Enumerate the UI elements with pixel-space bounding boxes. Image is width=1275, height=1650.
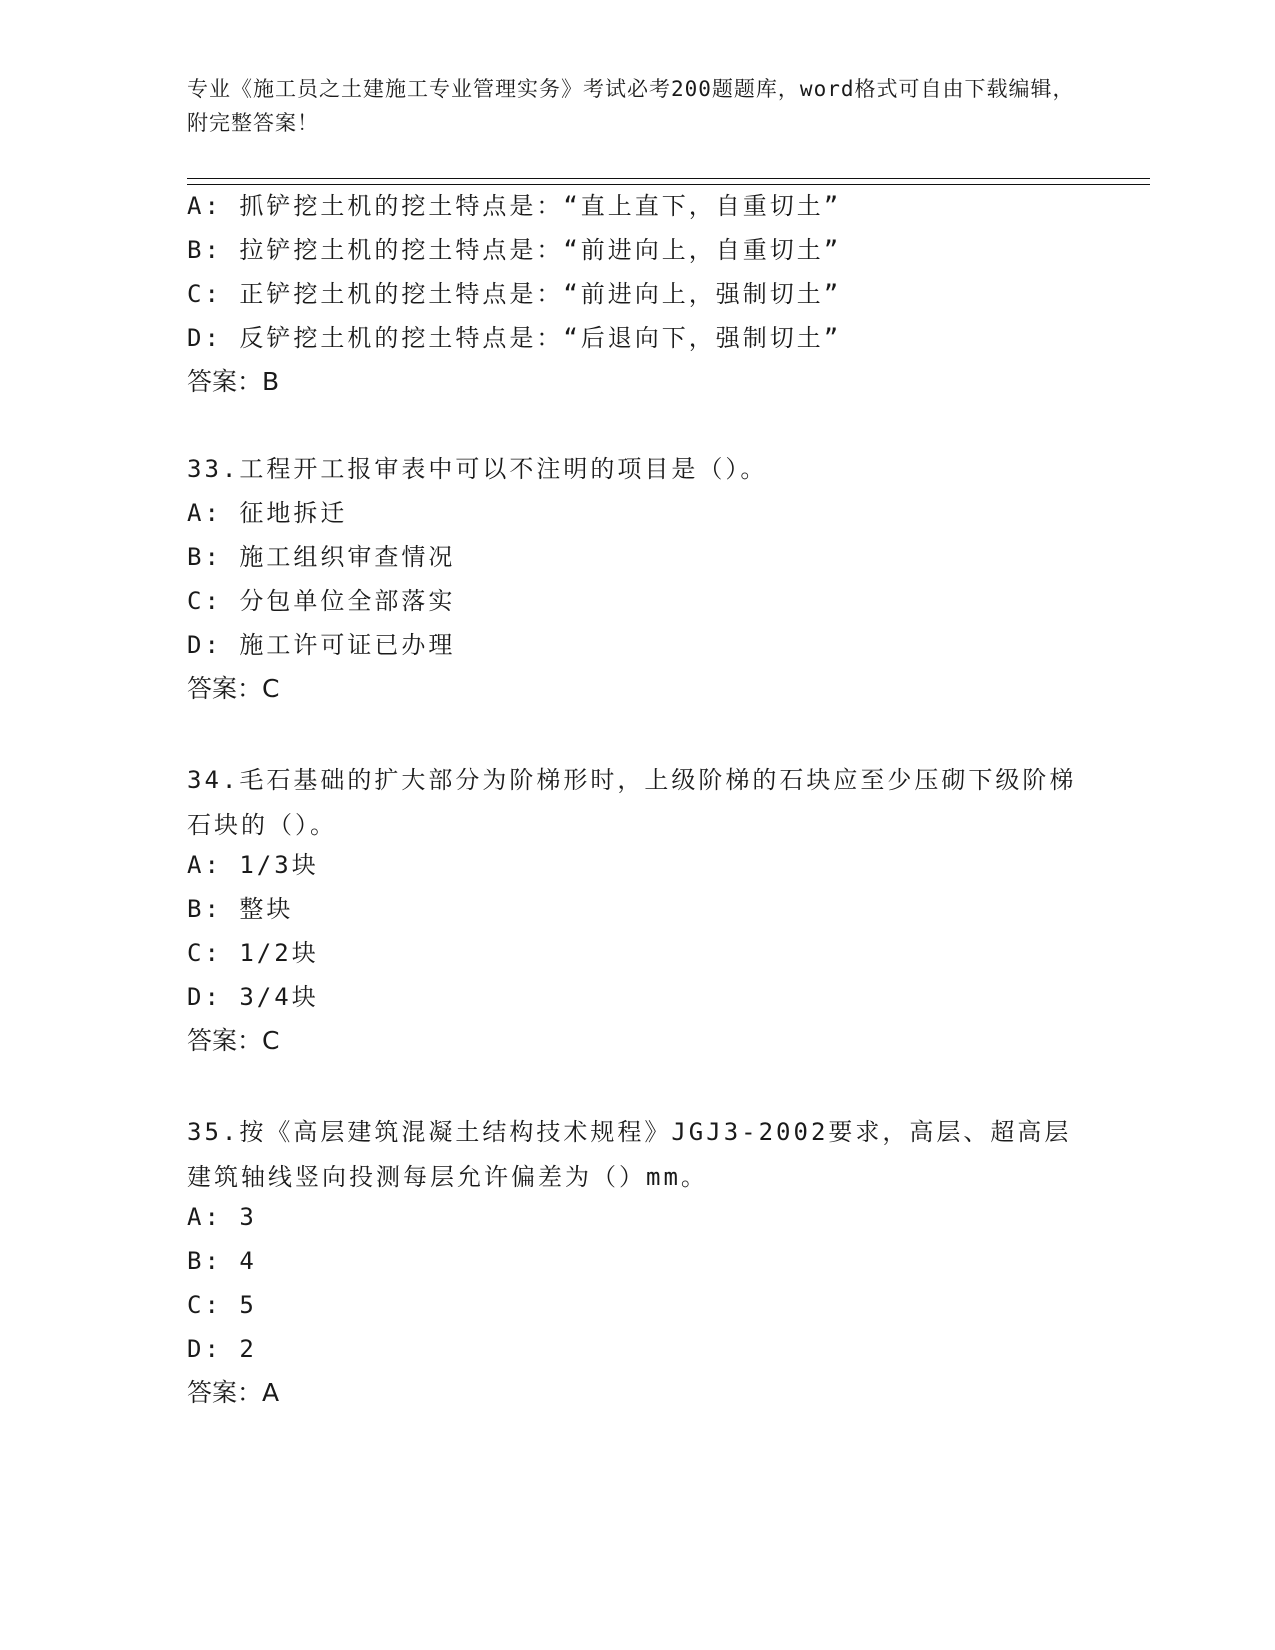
q34-option-b: B: 整块 [187, 895, 294, 923]
q33-option-a: A: 征地拆迁 [187, 499, 348, 527]
q35-option-d: D: 2 [187, 1335, 257, 1363]
q35-option-a: A: 3 [187, 1203, 257, 1231]
document-header: 专业《施工员之土建施工专业管理实务》考试必考200题题库，word格式可自由下载编辑，附完整答案！ [187, 77, 1075, 135]
q34-stem: 34.毛石基础的扩大部分为阶梯形时，上级阶梯的石块应至少压砌下级阶梯石块的（）。 [187, 766, 1077, 839]
q34-option-a: A: 1/3块 [187, 851, 319, 879]
q35-answer: 答案：A [187, 1378, 280, 1407]
q33-option-b: B: 施工组织审查情况 [187, 543, 456, 571]
q33-option-d: D: 施工许可证已办理 [187, 631, 456, 659]
q33-answer: 答案：C [187, 674, 280, 703]
q33-option-c: C: 分包单位全部落实 [187, 587, 456, 615]
q34-option-c: C: 1/2块 [187, 939, 319, 967]
q32-option-c: C: 正铲挖土机的挖土特点是：“前进向上，强制切土” [187, 280, 842, 308]
q32-option-d: D: 反铲挖土机的挖土特点是：“后退向下，强制切土” [187, 324, 842, 352]
q32-answer: 答案：B [187, 367, 280, 396]
q35-stem: 35.按《高层建筑混凝土结构技术规程》JGJ3-2002要求，高层、超高层建筑轴线竖向投测每层允许偏差为（）mm。 [187, 1118, 1072, 1191]
q34-answer: 答案：C [187, 1026, 280, 1055]
q32-option-a: A: 抓铲挖土机的挖土特点是：“直上直下，自重切土” [187, 192, 842, 220]
header-divider-bottom [187, 184, 1150, 185]
q32-option-b: B: 拉铲挖土机的挖土特点是：“前进向上，自重切土” [187, 236, 842, 264]
q34-option-d: D: 3/4块 [187, 983, 319, 1011]
q33-stem: 33.工程开工报审表中可以不注明的项目是（）。 [187, 455, 768, 483]
q35-option-b: B: 4 [187, 1247, 257, 1275]
q35-option-c: C: 5 [187, 1291, 257, 1319]
header-divider-top [187, 178, 1150, 179]
